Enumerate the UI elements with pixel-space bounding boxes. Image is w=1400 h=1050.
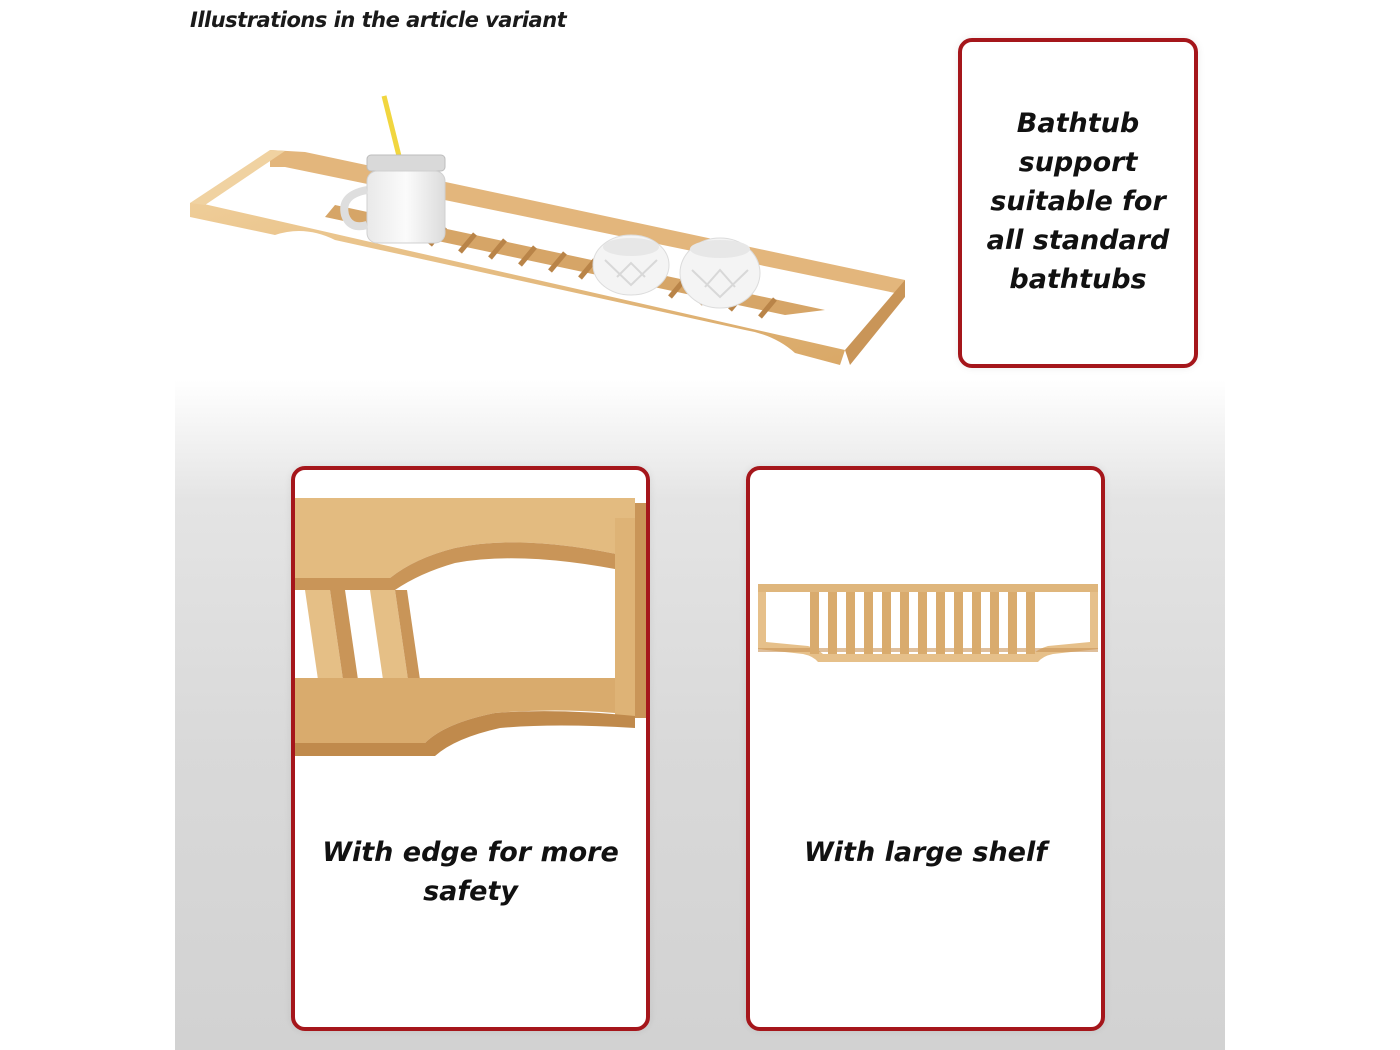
shelf-image: [758, 584, 1098, 669]
feature-card-bathtub-support: [958, 38, 1198, 368]
bath-caddy-image: [185, 85, 915, 375]
feature-card-shelf: [746, 466, 1105, 1031]
feature-card-text: With large shelf: [804, 837, 1047, 868]
feature-card-text: Bathtub support suitable for all standard bathtubs: [986, 108, 1170, 295]
illustration-caption: Illustrations in the article variant: [190, 8, 567, 32]
feature-card-edge: [291, 466, 650, 1031]
feature-card-text: With edge for more safety: [322, 837, 619, 907]
edge-closeup-image: [295, 498, 646, 763]
